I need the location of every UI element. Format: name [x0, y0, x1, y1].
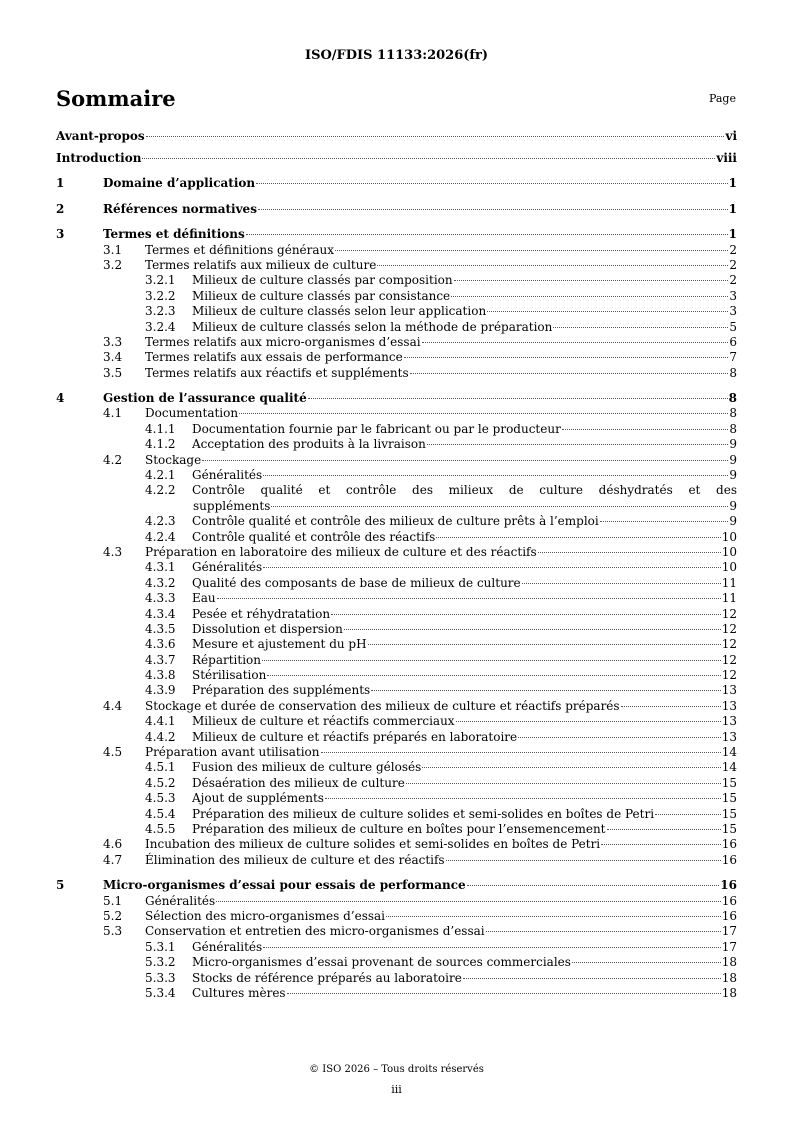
toc-entry-title: Généralités: [192, 468, 263, 483]
toc-entry-title: Eau: [192, 591, 216, 606]
toc-entry[interactable]: [56, 837, 737, 852]
toc-entry[interactable]: [56, 576, 737, 591]
toc-entry-number: 1: [56, 176, 65, 191]
toc-entry[interactable]: [56, 909, 737, 924]
toc-entry-title: Introduction: [56, 150, 142, 165]
toc-leader-dots: [522, 583, 721, 584]
toc-entry-title: Ajout de suppléments: [192, 791, 324, 806]
toc-entry-page: 11: [721, 591, 737, 606]
toc-entry-title: Pesée et réhydratation: [192, 606, 331, 621]
toc-leader-dots: [239, 413, 728, 414]
toc-leader-dots: [142, 158, 715, 159]
toc-entry-title: Stocks de référence préparés au laboratoire: [192, 970, 462, 985]
toc-entry[interactable]: [56, 699, 737, 714]
toc-entry[interactable]: [56, 289, 737, 304]
toc-entry[interactable]: [56, 350, 737, 365]
toc-entry-number: 4.6: [103, 837, 123, 852]
toc-entry-page: 15: [721, 791, 737, 806]
toc-entry[interactable]: [56, 422, 737, 437]
toc-entry-page: 9: [729, 468, 737, 483]
toc-entry[interactable]: [56, 499, 737, 514]
toc-entry-title: Qualité des composants de base de milieux de culture: [192, 575, 521, 590]
toc-entry-number: 4.3.5: [145, 621, 176, 636]
toc-entry-page: 13: [721, 683, 737, 698]
toc-leader-dots: [263, 475, 728, 476]
toc-leader-dots: [246, 234, 728, 235]
toc-entry-page: 10: [721, 560, 737, 575]
page-number: iii: [391, 1083, 402, 1096]
toc-leader-dots: [451, 296, 728, 297]
toc-entry-page: vi: [725, 129, 737, 143]
toc-entry-title: Généralités: [192, 560, 263, 575]
toc-leader-dots: [262, 660, 721, 661]
toc-entry-number: 3: [56, 227, 65, 242]
toc-entry-number: 4.3: [103, 544, 123, 559]
toc-entry[interactable]: [56, 176, 737, 191]
toc-entry[interactable]: [56, 745, 737, 760]
toc-leader-dots: [486, 931, 721, 932]
toc-entry-page: 10: [721, 529, 737, 544]
toc-entry-title: Stockage et durée de conservation des milieux de culture et réactifs préparés: [145, 698, 620, 713]
toc-leader-dots: [572, 962, 721, 963]
toc-entry[interactable]: [56, 483, 737, 498]
toc-entry-number: 4.3.3: [145, 591, 176, 606]
toc-entry-title: Documentation: [145, 406, 239, 421]
toc-entry-page: viii: [716, 150, 737, 165]
toc-entry-title: Désaération des milieux de culture: [192, 775, 405, 790]
toc-entry-title: Micro-organismes d’essai provenant de sources commerciales: [192, 955, 571, 970]
toc-entry[interactable]: [56, 227, 737, 242]
toc-entry-page: 6: [729, 334, 737, 349]
toc-entry-title: Termes relatifs aux réactifs et suppléments: [145, 365, 409, 380]
toc-leader-dots: [456, 721, 721, 722]
toc-leader-dots: [321, 752, 721, 753]
document-identifier: ISO/FDIS 11133:2026(fr): [305, 48, 488, 63]
toc-entry-number: 4.2.3: [145, 514, 176, 529]
toc-entry-number: 4.5.3: [145, 791, 176, 806]
toc-entry[interactable]: [56, 924, 737, 939]
toc-entry-title: Contrôle qualité et contrôle des milieux de culture prêts à l’emploi: [192, 514, 599, 529]
toc-entry-page: 7: [729, 350, 737, 365]
toc-leader-dots: [538, 552, 721, 553]
toc-entry-page: 14: [721, 745, 737, 760]
toc-entry[interactable]: [56, 202, 737, 217]
toc-leader-dots: [404, 357, 729, 358]
toc-entry-number: 4.3.6: [145, 637, 176, 652]
toc-leader-dots: [216, 901, 721, 902]
toc-entry-number: 4.2: [103, 452, 123, 467]
toc-entry[interactable]: [56, 335, 737, 350]
toc-leader-dots: [410, 373, 729, 374]
toc-entry-title: Préparation des milieux de culture en boîtes pour l’ensemencement: [192, 822, 606, 836]
toc-leader-dots: [256, 183, 728, 184]
toc-leader-dots: [386, 916, 721, 917]
toc-leader-dots: [335, 250, 728, 251]
toc-entry-page: 16: [721, 852, 737, 867]
toc-entry[interactable]: [56, 940, 737, 955]
toc-leader-dots: [377, 265, 728, 266]
toc-entry-number: 3.2.1: [145, 273, 176, 288]
toc-entry-number: 3.5: [103, 365, 123, 380]
toc-entry-page: 15: [721, 806, 737, 821]
toc-entry-number: 4.3.2: [145, 575, 176, 590]
toc-leader-dots: [267, 675, 720, 676]
toc-entry-page: 12: [721, 606, 737, 621]
toc-entry-page: 17: [721, 939, 737, 954]
toc-entry[interactable]: [56, 258, 737, 273]
toc-entry[interactable]: [56, 760, 737, 775]
toc-entry[interactable]: [56, 714, 737, 729]
toc-entry-page: 18: [721, 970, 737, 985]
toc-entry-number: 5.3.3: [145, 970, 176, 985]
toc-entry[interactable]: [56, 468, 737, 483]
toc-entry-title: Termes relatifs aux essais de performance: [145, 350, 403, 365]
toc-entry-number: 4.5.1: [145, 760, 176, 775]
toc-leader-dots: [258, 209, 728, 210]
toc-entry-number: 3.1: [103, 242, 123, 257]
copyright-notice: © ISO 2026 – Tous droits réservés: [309, 1064, 484, 1075]
toc-entry[interactable]: [56, 243, 737, 258]
toc-entry-title: Généralités: [192, 939, 263, 954]
toc-entry-page: 17: [721, 924, 737, 939]
toc-leader-dots: [344, 629, 721, 630]
toc-entry[interactable]: [56, 853, 737, 868]
toc-leader-dots: [331, 614, 721, 615]
toc-entry-page: 14: [721, 760, 737, 775]
toc-entry-title: Termes relatifs aux milieux de culture: [145, 257, 377, 272]
toc-entry[interactable]: [56, 453, 737, 468]
toc-entry-title: Avant-propos: [56, 129, 145, 143]
toc-entry-title: Termes et définitions: [103, 227, 245, 242]
toc-entry-title: Incubation des milieux de culture solides et semi-solides en boîtes de Petri: [145, 837, 601, 852]
toc-entry-page: 8: [729, 406, 737, 421]
toc-leader-dots: [263, 567, 721, 568]
toc-entry-page: 1: [728, 201, 737, 216]
toc-entry-number: 3.4: [103, 350, 123, 365]
toc-entry-title: Préparation en laboratoire des milieux de culture et des réactifs: [145, 544, 537, 559]
toc-entry-title: Répartition: [192, 652, 261, 667]
toc-entry-page: 16: [721, 908, 737, 923]
toc-entry[interactable]: [56, 637, 737, 652]
toc-entry-title: suppléments: [193, 498, 271, 513]
toc-leader-dots: [368, 644, 721, 645]
toc-entry-title: Domaine d’application: [103, 176, 256, 191]
toc-leader-dots: [436, 537, 720, 538]
toc-entry-number: 4.4: [103, 698, 123, 713]
toc-entry-page: 12: [721, 637, 737, 652]
toc-entry-number: 3.3: [103, 334, 123, 349]
toc-leader-dots: [446, 860, 721, 861]
toc-entry-title: Gestion de l’assurance qualité: [103, 391, 307, 406]
toc-leader-dots: [371, 690, 721, 691]
toc-entry-title: Préparation des suppléments: [192, 683, 371, 698]
toc-leader-dots: [621, 706, 721, 707]
toc-entry-page: 1: [728, 176, 737, 191]
toc-entry-page: 13: [721, 714, 737, 729]
toc-entry-title: Conservation et entretien des micro-organismes d’essai: [145, 924, 485, 939]
toc-entry-title: Préparation des milieux de culture solides et semi-solides en boîtes de Petri: [192, 806, 655, 821]
toc-entry[interactable]: [56, 406, 737, 421]
toc-entry-page: 16: [720, 878, 737, 893]
toc-entry-number: 4.2.4: [145, 529, 176, 544]
toc-entry-number: 3.2.2: [145, 288, 176, 303]
toc-entry-number: 4: [56, 391, 65, 406]
toc-entry-page: 15: [721, 775, 737, 790]
toc-entry-title: Préparation avant utilisation: [145, 745, 320, 760]
toc-entry-number: 4.4.2: [145, 729, 176, 744]
toc-entry-number: 4.1: [103, 406, 123, 421]
toc-entry-page: 12: [721, 621, 737, 636]
toc-entry-number: 4.5: [103, 745, 123, 760]
toc-entry-page: 16: [721, 893, 737, 908]
toc-leader-dots: [217, 598, 721, 599]
toc-entry-number: 4.5.4: [145, 806, 176, 821]
toc-leader-dots: [487, 311, 728, 312]
toc-entry-page: 13: [721, 729, 737, 744]
toc-entry-page: 12: [721, 668, 737, 683]
page-column-label: Page: [708, 92, 736, 105]
toc-entry[interactable]: [56, 622, 737, 637]
toc-entry-page: 18: [721, 985, 737, 1000]
toc-entry[interactable]: [56, 437, 737, 452]
toc-entry[interactable]: [56, 683, 737, 698]
toc-leader-dots: [601, 844, 721, 845]
toc-entry-number: 5.3.1: [145, 939, 176, 954]
toc-leader-dots: [600, 521, 729, 522]
toc-entry-page: 2: [729, 257, 737, 272]
toc-entry[interactable]: [56, 822, 737, 837]
toc-entry-title: Élimination des milieux de culture et des réactifs: [145, 852, 445, 867]
toc-leader-dots: [553, 327, 728, 328]
toc-entry-number: 4.7: [103, 852, 123, 867]
toc-entry-title: Milieux de culture classés selon la méthode de préparation: [192, 319, 553, 334]
toc-leader-dots: [287, 993, 721, 994]
toc-entry-title: Documentation fournie par le fabricant ou par le producteur: [192, 421, 561, 436]
toc-entry-title: Contrôle qualité et contrôle des milieux de culture déshydratés et des: [192, 483, 737, 498]
page-title: Sommaire: [56, 86, 176, 111]
toc-entry-page: 2: [729, 242, 737, 257]
toc-entry-page: 8: [728, 391, 737, 406]
toc-entry-page: 1: [728, 227, 737, 242]
toc-entry-page: 10: [721, 544, 737, 559]
toc-leader-dots: [518, 737, 721, 738]
toc-entry-number: 5.3.4: [145, 985, 176, 1000]
toc-entry-title: Fusion des milieux de culture gélosés: [192, 760, 422, 775]
toc-entry-number: 4.4.1: [145, 714, 176, 729]
toc-entry-title: Milieux de culture classés par consistance: [192, 288, 451, 303]
toc-entry-number: 4.3.1: [145, 560, 176, 575]
toc-entry-number: 2: [56, 201, 65, 216]
toc-entry-number: 4.3.8: [145, 668, 176, 683]
toc-entry-title: Milieux de culture et réactifs préparés en laboratoire: [192, 729, 518, 744]
toc-entry-number: 4.3.4: [145, 606, 176, 621]
toc-entry[interactable]: [56, 653, 737, 668]
toc-entry-title: Cultures mères: [192, 985, 286, 1000]
toc-entry-title: Acceptation des produits à la livraison: [192, 437, 426, 452]
toc-entry[interactable]: [56, 320, 737, 335]
toc-leader-dots: [427, 444, 729, 445]
toc-leader-dots: [422, 342, 729, 343]
toc-entry-title: Micro-organismes d’essai pour essais de performance: [103, 878, 466, 893]
toc-entry-page: 5: [729, 319, 737, 334]
toc-entry-number: 4.1.2: [145, 437, 176, 452]
toc-entry-number: 5.3: [103, 924, 123, 939]
toc-entry-title: Contrôle qualité et contrôle des réactifs: [192, 529, 436, 544]
toc-entry[interactable]: [56, 530, 737, 545]
toc-entry[interactable]: [56, 807, 737, 822]
toc-entry-page: 8: [729, 365, 737, 380]
toc-entry-page: 9: [729, 498, 737, 513]
toc-entry-page: 8: [729, 421, 737, 436]
toc-entry-number: 5.3.2: [145, 955, 176, 970]
toc-entry-page: 9: [729, 452, 737, 467]
toc-entry-number: 3.2: [103, 257, 123, 272]
toc-entry-number: 4.5.5: [145, 822, 176, 836]
toc-entry-title: Milieux de culture et réactifs commerciaux: [192, 714, 455, 729]
toc-entry[interactable]: [56, 545, 737, 560]
toc-entry[interactable]: [56, 791, 737, 806]
toc-entry-title: Termes et définitions généraux: [145, 242, 335, 257]
toc-entry[interactable]: [56, 986, 737, 1001]
toc-entry-number: 5.1: [103, 893, 123, 908]
toc-entry[interactable]: [56, 591, 737, 606]
toc-entry[interactable]: [56, 514, 737, 529]
toc-entry-number: 4.3.7: [145, 652, 176, 667]
toc-entry[interactable]: [56, 971, 737, 986]
toc-entry[interactable]: [56, 151, 737, 166]
toc-entry-number: 3.2.4: [145, 319, 176, 334]
toc-entry-number: 4.3.9: [145, 683, 176, 698]
toc-entry-number: 5: [56, 878, 65, 893]
toc-entry[interactable]: [56, 730, 737, 745]
toc-entry-number: 3.2.3: [145, 304, 176, 319]
toc-entry-title: Références normatives: [103, 201, 257, 216]
toc-entry-number: 4.2.2: [145, 483, 176, 498]
toc-entry[interactable]: [56, 607, 737, 622]
toc-entry-number: 5.2: [103, 908, 123, 923]
table-of-contents: [56, 129, 737, 1001]
toc-leader-dots: [422, 767, 720, 768]
toc-leader-dots: [562, 429, 729, 430]
toc-entry[interactable]: [56, 894, 737, 909]
toc-entry-title: Milieux de culture classés selon leur application: [192, 304, 487, 319]
toc-entry-title: Mesure et ajustement du pH: [192, 637, 367, 652]
toc-entry-title: Stockage: [145, 452, 202, 467]
toc-entry-page: 3: [729, 288, 737, 303]
toc-entry-title: Généralités: [145, 893, 216, 908]
toc-leader-dots: [454, 280, 729, 281]
toc-entry-page: 12: [721, 652, 737, 667]
toc-leader-dots: [263, 947, 721, 948]
toc-entry[interactable]: [56, 129, 737, 144]
toc-entry-title: Milieux de culture classés par composition: [192, 273, 453, 288]
toc-entry-page: 9: [729, 437, 737, 452]
toc-entry[interactable]: [56, 955, 737, 970]
toc-entry-number: 4.5.2: [145, 775, 176, 790]
toc-leader-dots: [325, 798, 721, 799]
toc-entry-title: Sélection des micro-organismes d’essai: [145, 908, 385, 923]
toc-entry[interactable]: [56, 366, 737, 381]
toc-entry-page: 11: [721, 575, 737, 590]
toc-leader-dots: [308, 398, 728, 399]
toc-entry[interactable]: [56, 273, 737, 288]
toc-entry[interactable]: [56, 560, 737, 575]
toc-leader-dots: [655, 814, 721, 815]
toc-leader-dots: [463, 978, 721, 979]
toc-leader-dots: [406, 783, 721, 784]
toc-entry-title: Stérilisation: [192, 668, 267, 683]
toc-leader-dots: [607, 829, 721, 830]
toc-entry-page: 9: [729, 514, 737, 529]
toc-entry-page: 18: [721, 955, 737, 970]
toc-leader-dots: [202, 460, 728, 461]
toc-entry[interactable]: [56, 878, 737, 893]
toc-entry[interactable]: [56, 668, 737, 683]
toc-entry[interactable]: [56, 776, 737, 791]
toc-entry-title: Termes relatifs aux micro-organismes d’essai: [145, 334, 421, 349]
toc-leader-dots: [146, 136, 725, 137]
toc-entry-title: Dissolution et dispersion: [192, 621, 343, 636]
toc-entry-number: 4.2.1: [145, 468, 176, 483]
toc-leader-dots: [467, 885, 720, 886]
toc-entry[interactable]: [56, 304, 737, 319]
toc-entry-page: 13: [721, 698, 737, 713]
toc-entry[interactable]: [56, 391, 737, 406]
toc-entry-page: 2: [729, 273, 737, 288]
toc-entry-page: 15: [721, 822, 737, 836]
toc-leader-dots: [271, 506, 728, 507]
toc-entry-number: 4.1.1: [145, 421, 176, 436]
toc-entry-page: 16: [721, 837, 737, 852]
toc-entry-page: 3: [729, 304, 737, 319]
